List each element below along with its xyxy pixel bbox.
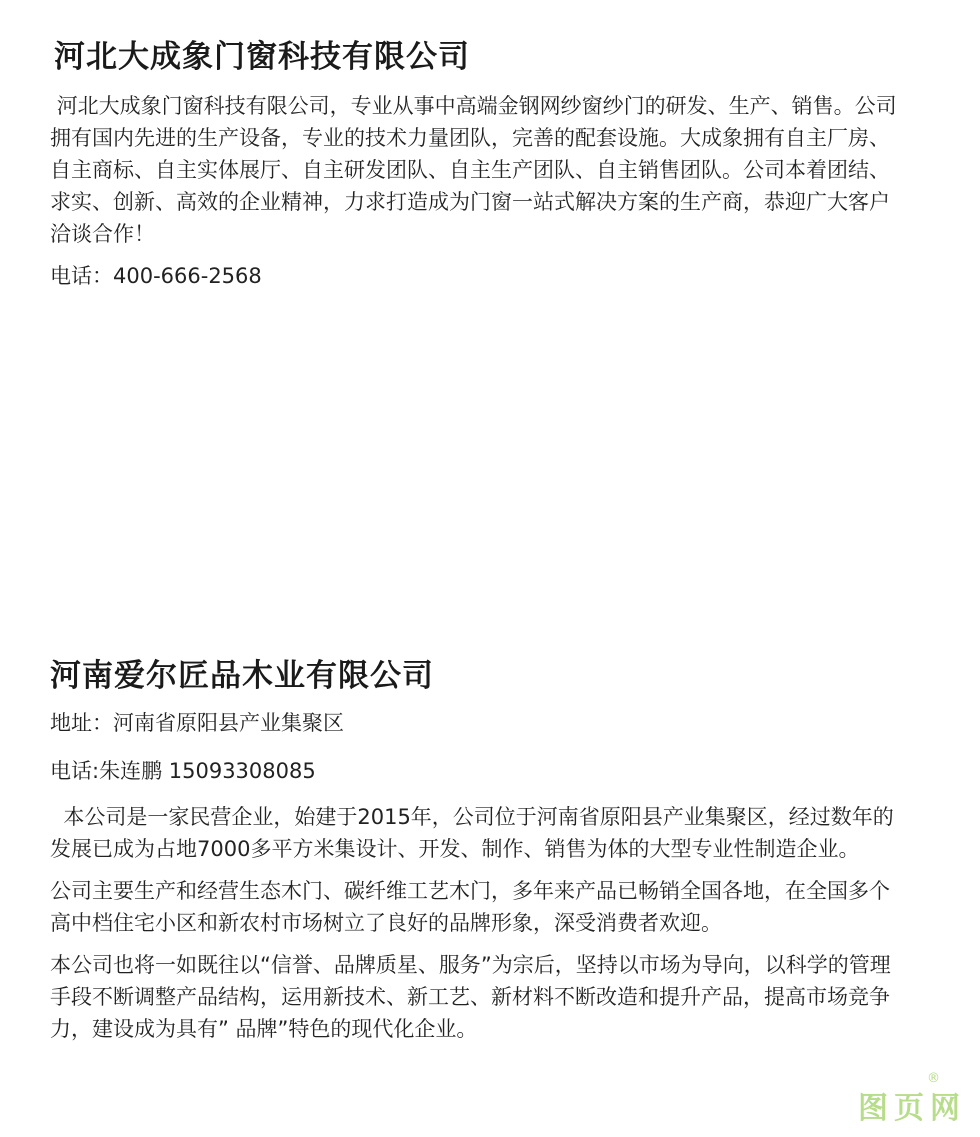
company-section-hebei (50, 36, 900, 292)
company-paragraph-1: 本公司是一家民营企业，始建于2015年，公司位于河南省原阳县产业集聚区，经过数年的发展已成为占地7000多平方米集设计、开发、制作、销售为体的大型专业性制造企业。 (50, 805, 894, 861)
company-paragraph-2: 公司主要生产和经营生态木门、碳纤维工艺木门，多年来产品已畅销全国各地，在全国多个高中档住宅小区和新农村市场树立了良好的品牌形象，深受消费者欢迎。 (50, 879, 890, 935)
company-phone: 电话：400-666-2568 (50, 264, 262, 288)
company-paragraph-3: 本公司也将一如既往以“信誉、品牌质星、服务”为宗后，坚持以市场为导向，以科学的管理手段不断调整产品结构，运用新技术、新工艺、新材料不断改造和提升产品，提高市场竞争力，建设成为具有” 品牌”特色的现代化企业。 (50, 953, 891, 1041)
company-section-henan (50, 655, 900, 1045)
watermark-text: 图页网 (858, 1091, 966, 1126)
company-phone: 电话:朱连鹏 15093308085 (50, 759, 316, 783)
site-watermark (858, 1071, 966, 1127)
company-title: 河北大成象门窗科技有限公司 (54, 39, 470, 75)
company-title: 河南爱尔匠品木业有限公司 (50, 658, 434, 694)
company-address: 地址：河南省原阳县产业集聚区 (50, 711, 344, 735)
company-description: 河北大成象门窗科技有限公司，专业从事中高端金钢网纱窗纱门的研发、生产、销售。公司拥有国内先进的生产设备，专业的技术力量团队，完善的配套设施。大成象拥有自主厂房、自主商标、自主实体展厅、自主研发团队、自主生产团队、自主销售团队。公司本着团结、求实、创新、高效的企业精神，力求打造成为门窗一站式解决方案的生产商，恭迎广大客户洽谈合作！ (50, 94, 897, 246)
registered-mark: ® (927, 1071, 940, 1086)
